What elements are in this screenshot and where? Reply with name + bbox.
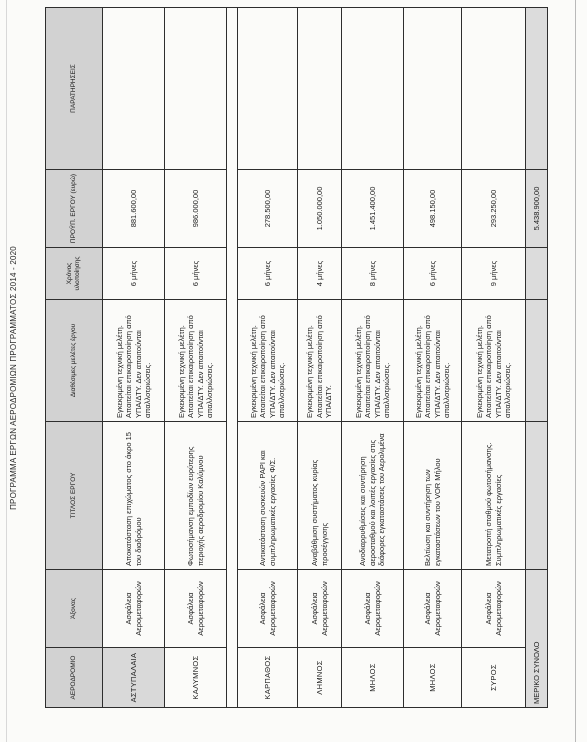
studies-cell: Εγκεκριμένη τεχνική μελέτη. Απαιτείται επικαιροποίηση από ΥΠΑ/ΔΤΥ. Δεν απαιτούνται απαλλοτριώσεις. xyxy=(103,300,165,422)
axis-cell: Ασφάλεια Αερομεταφορών xyxy=(462,570,526,648)
budget-cell: 986.000,00 xyxy=(165,170,227,248)
airport-cell: ΜΗΛΟΣ xyxy=(404,648,462,708)
studies-cell: Εγκεκριμένη τεχνική μελέτη. Απαιτείται επικαιροποίηση από ΥΠΑ/ΔΤΥ. Δεν απαιτούνται απαλλοτριώσεις. xyxy=(342,300,404,422)
col-header-duration: Χρόνος υλοποίησης xyxy=(46,248,103,300)
budget-cell: 498.150,00 xyxy=(404,170,462,248)
axis-cell: Ασφάλεια Αερομεταφορών xyxy=(238,570,298,648)
title-cell: Ανοδιαρρυθμίσεις και συντήρηση αεροσταθμού και λοιπές εργασίες στις διάφορες εγκαταστάσεις του Αερολιμένα xyxy=(342,422,404,570)
axis-cell: Ασφάλεια Αερομεταφορών xyxy=(404,570,462,648)
duration-cell: 9 μήνες xyxy=(462,248,526,300)
axis-cell: Ασφάλεια Αερομεταφορών xyxy=(165,570,227,648)
airport-cell: ΣΥΡΟΣ xyxy=(462,648,526,708)
duration-cell: 6 μήνες xyxy=(404,248,462,300)
table-row xyxy=(165,8,227,708)
subtotal-empty-cell xyxy=(526,8,548,170)
budget-cell: 278.500,00 xyxy=(238,170,298,248)
title-cell: Βελτίωση και συντήρηση των εγκαταστάσεων του VOR Μήλου xyxy=(404,422,462,570)
duration-cell: 6 μήνες xyxy=(238,248,298,300)
document-title: ΠΡΟΓΡΑΜΜΑ ΕΡΓΩΝ ΑΕΡΟΔΡΟΜΙΩΝ ΠΡΟΓΡΑΜΜΑΤΟΣ 2014 - 2020 xyxy=(9,246,18,510)
axis-cell: Ασφάλεια Αερομεταφορών xyxy=(298,570,342,648)
subtotal-empty-cell xyxy=(526,300,548,422)
subtotal-row xyxy=(526,8,548,708)
budget-cell: 1.050.000,00 xyxy=(298,170,342,248)
col-header-studies: Διαθέσιμες μελέτες έργου xyxy=(46,300,103,422)
table-row xyxy=(238,8,298,708)
col-header-title: ΤΙΤΛΟΣ ΕΡΓΟΥ xyxy=(46,422,103,570)
duration-cell: 6 μήνες xyxy=(103,248,165,300)
remarks-cell xyxy=(342,8,404,170)
col-header-airport: ΑΕΡΟΔΡΟΜΙΟ xyxy=(46,648,103,708)
title-cell: Αναβάθμιση συστήματος κυρίας προσέγγισης xyxy=(298,422,342,570)
subtotal-label: ΜΕΡΙΚΟ ΣΥΝΟΛΟ xyxy=(526,570,548,708)
subtotal-value: 5.438.900,00 xyxy=(526,170,548,248)
scan-edge-right xyxy=(575,0,576,742)
airport-cell: ΛΗΜΝΟΣ xyxy=(298,648,342,708)
table-row xyxy=(342,8,404,708)
title-cell: Αντικατάσταση συσκευών PAPI και συμπληρωματικές εργασίες Φ/Σ. xyxy=(238,422,298,570)
title-cell: Μετατροπή σταθμού φωτοσήμανσης. Συμπληρωματικές εργασίες xyxy=(462,422,526,570)
scan-edge-left xyxy=(6,0,7,742)
airport-cell: ΚΑΛΥΜΝΟΣ xyxy=(165,648,227,708)
projects-table-container xyxy=(45,8,555,708)
budget-cell: 293.250,00 xyxy=(462,170,526,248)
axis-cell: Ασφάλεια Αερομεταφορών xyxy=(103,570,165,648)
studies-cell: Εγκεκριμένη τεχνική μελέτη. Απαιτείται επικαιροποίηση από ΥΠΑ/ΔΤΥ. Δεν απαιτούνται απαλλοτριώσεις. xyxy=(238,300,298,422)
studies-cell: Εγκεκριμένη τεχνική μελέτη. Απαιτείται επικαιροποίηση από ΥΠΑ/ΔΤΥ. Δεν απαιτούνται απαλλοτριώσεις. xyxy=(165,300,227,422)
remarks-cell xyxy=(462,8,526,170)
col-header-remarks: ΠΑΡΑΤΗΡΗΣΕΙΣ xyxy=(46,8,103,170)
table-row xyxy=(404,8,462,708)
budget-cell: 1.451.400,00 xyxy=(342,170,404,248)
section-gap xyxy=(227,8,238,708)
remarks-cell xyxy=(238,8,298,170)
duration-cell: 8 μήνες xyxy=(342,248,404,300)
duration-cell: 6 μήνες xyxy=(165,248,227,300)
table-row xyxy=(103,8,165,708)
col-header-budget: ΠΡΟΫΠ. ΕΡΓΟΥ (ευρώ) xyxy=(46,170,103,248)
duration-cell: 4 μήνες xyxy=(298,248,342,300)
title-cell: Φωτοσήμανση εμποδίων ευρύτερης περιοχής αεροδρομίου Καλύμνου xyxy=(165,422,227,570)
airport-cell: ΑΣΤΥΠΑΛΑΙΑ xyxy=(103,648,165,708)
remarks-cell xyxy=(298,8,342,170)
studies-cell: Εγκεκριμένη τεχνική μελέτη. Απαιτείται επικαιροποίηση από ΥΠΑ/ΔΤΥ. Δεν απαιτούνται απαλλοτριώσεις. xyxy=(462,300,526,422)
studies-cell: Εγκεκριμένη τεχνική μελέτη. Απαιτείται επικαιροποίηση από ΥΠΑ/ΔΤΥ. Δεν απαιτούνται απαλλοτριώσεις. xyxy=(404,300,462,422)
remarks-cell xyxy=(165,8,227,170)
studies-cell: Εγκεκριμένη τεχνική μελέτη. Απαιτείται επικαιροποίηση από ΥΠΑ/ΔΤΥ. xyxy=(298,300,342,422)
subtotal-empty-cell xyxy=(526,248,548,300)
remarks-cell xyxy=(103,8,165,170)
table-row xyxy=(462,8,526,708)
budget-cell: 881.600,00 xyxy=(103,170,165,248)
axis-cell: Ασφάλεια Αερομεταφορών xyxy=(342,570,404,648)
table-row xyxy=(298,8,342,708)
subtotal-empty-cell xyxy=(526,422,548,570)
title-cell: Αποκατάσταση επιχώματος στο άκρο 15 του διαδρόμου xyxy=(103,422,165,570)
remarks-cell xyxy=(404,8,462,170)
projects-table xyxy=(45,7,548,708)
airport-cell: ΜΗΛΟΣ xyxy=(342,648,404,708)
airport-cell: ΚΑΡΠΑΘΟΣ xyxy=(238,648,298,708)
header-row xyxy=(46,8,103,708)
col-header-axis: Άξονας xyxy=(46,570,103,648)
